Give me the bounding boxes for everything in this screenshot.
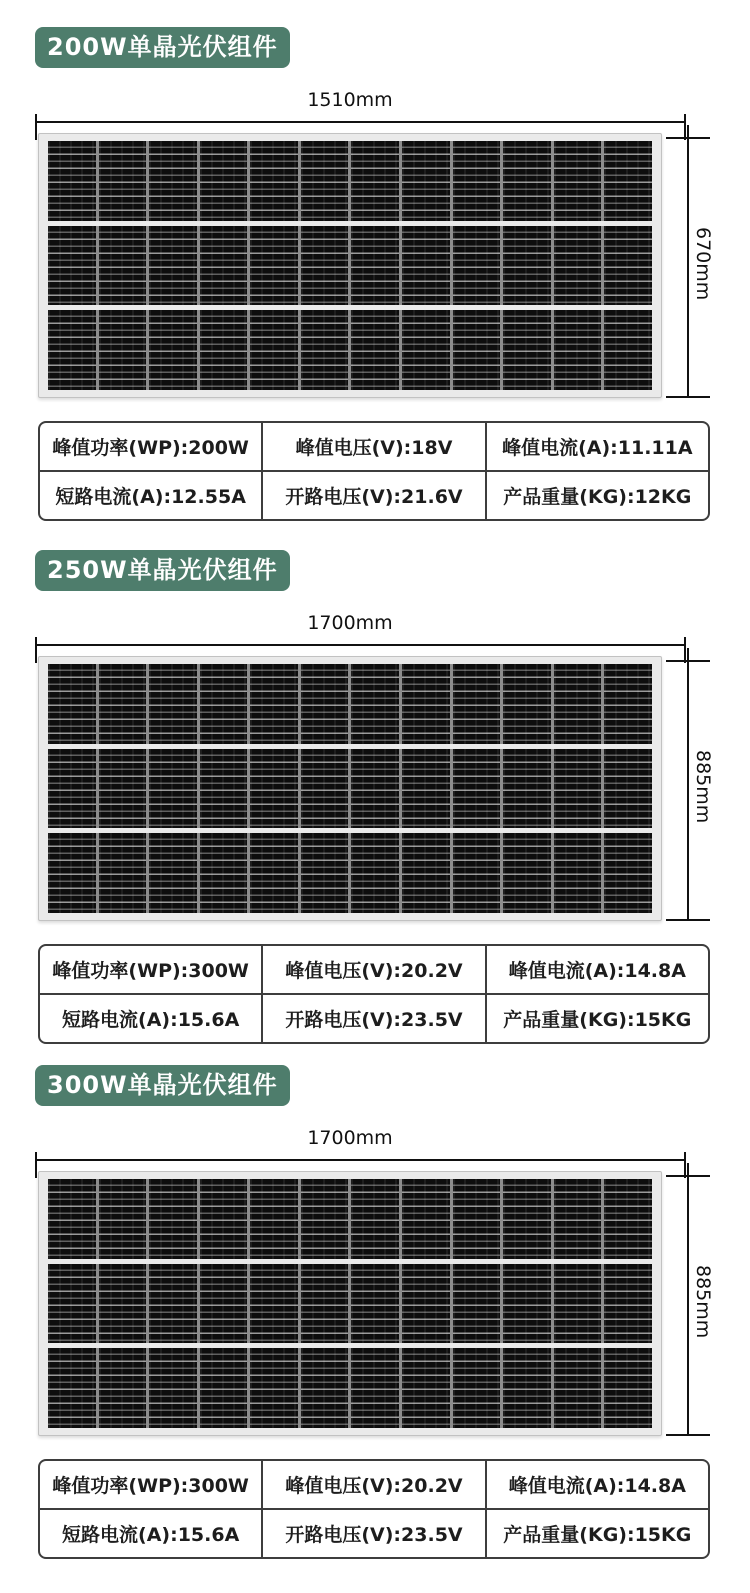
solar-cell	[250, 226, 298, 306]
solar-cell	[604, 1179, 652, 1259]
solar-cell	[99, 226, 147, 306]
solar-cell	[250, 833, 298, 913]
solar-cell	[402, 310, 450, 390]
solar-cell	[250, 1179, 298, 1259]
width-dimension-label: 1510mm	[307, 89, 393, 111]
solar-cell	[503, 1348, 551, 1428]
solar-cell	[351, 1348, 399, 1428]
solar-cell	[351, 1264, 399, 1344]
product-section-250w	[0, 550, 750, 1055]
solar-cell	[250, 749, 298, 829]
solar-cell	[301, 1264, 349, 1344]
height-dimension-label: 885mm	[692, 750, 714, 824]
solar-cell	[301, 833, 349, 913]
spec-cell-peak-current: 峰值电流(A):14.8A	[487, 946, 708, 993]
solar-cell	[604, 833, 652, 913]
solar-cell	[604, 1264, 652, 1344]
solar-cell	[351, 141, 399, 221]
solar-cell-row	[48, 310, 652, 390]
spec-cell-open-circuit-voltage: 开路电压(V):23.5V	[263, 995, 484, 1042]
solar-cell-row	[48, 226, 652, 306]
solar-cell	[453, 1179, 501, 1259]
solar-cell	[250, 664, 298, 744]
solar-cell	[554, 1264, 602, 1344]
spec-cell-weight: 产品重量(KG):15KG	[487, 995, 708, 1042]
solar-cell	[604, 226, 652, 306]
solar-cell	[554, 226, 602, 306]
height-dimension-line	[687, 648, 689, 921]
solar-cell	[453, 1348, 501, 1428]
solar-cell	[99, 833, 147, 913]
solar-cell	[200, 664, 248, 744]
solar-cell	[301, 310, 349, 390]
solar-cell	[351, 833, 399, 913]
height-dimension-label: 885mm	[692, 1265, 714, 1339]
solar-cell	[402, 1264, 450, 1344]
solar-cell	[301, 226, 349, 306]
width-dimension-label: 1700mm	[307, 612, 393, 634]
width-dimension-line	[35, 644, 686, 646]
solar-cell	[48, 1179, 96, 1259]
height-dimension-label: 670mm	[692, 227, 714, 301]
solar-cell	[301, 749, 349, 829]
solar-cell	[149, 1348, 197, 1428]
solar-cell	[554, 310, 602, 390]
solar-cell	[48, 833, 96, 913]
solar-cell	[149, 226, 197, 306]
solar-cell	[301, 1348, 349, 1428]
solar-cell	[554, 664, 602, 744]
spec-cell-peak-voltage: 峰值电压(V):20.2V	[263, 946, 484, 993]
solar-cell	[250, 141, 298, 221]
solar-cell	[48, 226, 96, 306]
solar-cell	[351, 226, 399, 306]
solar-cell	[503, 1264, 551, 1344]
solar-cell	[453, 1264, 501, 1344]
solar-cell	[48, 141, 96, 221]
solar-cell	[200, 1264, 248, 1344]
solar-cell	[250, 1264, 298, 1344]
solar-cell	[604, 310, 652, 390]
solar-cell-row	[48, 749, 652, 829]
spec-cell-peak-power: 峰值功率(WP):200W	[40, 423, 261, 470]
solar-cell	[200, 749, 248, 829]
solar-cell	[453, 141, 501, 221]
solar-cell	[99, 310, 147, 390]
solar-cell	[453, 310, 501, 390]
solar-cell	[99, 749, 147, 829]
solar-cell	[402, 226, 450, 306]
solar-cell	[149, 664, 197, 744]
solar-cell	[453, 226, 501, 306]
solar-cell	[503, 749, 551, 829]
solar-cell	[149, 1264, 197, 1344]
spec-cell-peak-current: 峰值电流(A):14.8A	[487, 1461, 708, 1508]
spec-cell-open-circuit-voltage: 开路电压(V):23.5V	[263, 1510, 484, 1557]
solar-cell	[402, 664, 450, 744]
height-dimension-line	[687, 1163, 689, 1436]
solar-cell	[453, 833, 501, 913]
solar-cell	[503, 664, 551, 744]
solar-cell	[149, 141, 197, 221]
solar-cell	[402, 749, 450, 829]
solar-cell	[200, 226, 248, 306]
solar-cell-row	[48, 1348, 652, 1428]
product-section-300w	[0, 1065, 750, 1570]
solar-cell	[200, 1348, 248, 1428]
solar-cell-row	[48, 664, 652, 744]
solar-cell-row	[48, 141, 652, 221]
solar-cell	[99, 1264, 147, 1344]
spec-cell-peak-voltage: 峰值电压(V):20.2V	[263, 1461, 484, 1508]
solar-cell	[554, 1179, 602, 1259]
solar-cell-row	[48, 1179, 652, 1259]
spec-cell-peak-power: 峰值功率(WP):300W	[40, 1461, 261, 1508]
solar-cell	[604, 664, 652, 744]
solar-cell-row	[48, 833, 652, 913]
solar-cell	[200, 833, 248, 913]
solar-cell	[301, 664, 349, 744]
solar-cell	[503, 141, 551, 221]
solar-cell	[554, 1348, 602, 1428]
solar-cell	[402, 141, 450, 221]
spec-cell-peak-power: 峰值功率(WP):300W	[40, 946, 261, 993]
spec-table	[38, 421, 710, 521]
solar-cell	[402, 833, 450, 913]
solar-cell	[351, 1179, 399, 1259]
solar-cell	[604, 749, 652, 829]
solar-cell	[48, 749, 96, 829]
solar-cell	[503, 226, 551, 306]
solar-cell	[604, 1348, 652, 1428]
solar-cell	[604, 141, 652, 221]
solar-cell	[554, 833, 602, 913]
solar-cell	[200, 1179, 248, 1259]
spec-cell-short-circuit-current: 短路电流(A):15.6A	[40, 1510, 261, 1557]
solar-cell	[402, 1348, 450, 1428]
panel-grid	[48, 664, 652, 913]
solar-cell	[503, 833, 551, 913]
solar-cell	[250, 1348, 298, 1428]
solar-cell	[301, 1179, 349, 1259]
solar-panel-figure	[38, 133, 662, 398]
solar-cell	[250, 310, 298, 390]
solar-cell	[351, 664, 399, 744]
spec-cell-peak-current: 峰值电流(A):11.11A	[487, 423, 708, 470]
solar-cell	[99, 1179, 147, 1259]
solar-panel-figure	[38, 656, 662, 921]
solar-cell	[453, 664, 501, 744]
spec-table	[38, 1459, 710, 1559]
solar-cell-row	[48, 1264, 652, 1344]
solar-cell	[48, 310, 96, 390]
solar-cell	[554, 141, 602, 221]
solar-cell	[200, 141, 248, 221]
solar-cell	[351, 749, 399, 829]
solar-cell	[149, 833, 197, 913]
spec-table	[38, 944, 710, 1044]
spec-cell-short-circuit-current: 短路电流(A):15.6A	[40, 995, 261, 1042]
solar-cell	[503, 310, 551, 390]
solar-cell	[453, 749, 501, 829]
solar-cell	[48, 1348, 96, 1428]
section-title-badge: 200W单晶光伏组件	[35, 27, 290, 68]
solar-cell	[149, 749, 197, 829]
solar-cell	[351, 310, 399, 390]
solar-cell	[200, 310, 248, 390]
height-dimension-line	[687, 125, 689, 398]
solar-cell	[149, 1179, 197, 1259]
solar-cell	[99, 1348, 147, 1428]
solar-cell	[48, 1264, 96, 1344]
solar-cell	[301, 141, 349, 221]
solar-cell	[99, 141, 147, 221]
solar-cell	[503, 1179, 551, 1259]
spec-cell-peak-voltage: 峰值电压(V):18V	[263, 423, 484, 470]
product-section-200w	[0, 27, 750, 532]
width-dimension-line	[35, 121, 686, 123]
width-dimension-label: 1700mm	[307, 1127, 393, 1149]
width-dimension-line	[35, 1159, 686, 1161]
solar-cell	[99, 664, 147, 744]
solar-cell	[48, 664, 96, 744]
panel-grid	[48, 141, 652, 390]
section-title-badge: 250W单晶光伏组件	[35, 550, 290, 591]
solar-cell	[554, 749, 602, 829]
spec-cell-open-circuit-voltage: 开路电压(V):21.6V	[263, 472, 484, 519]
spec-cell-short-circuit-current: 短路电流(A):12.55A	[40, 472, 261, 519]
solar-cell	[149, 310, 197, 390]
solar-panel-figure	[38, 1171, 662, 1436]
spec-cell-weight: 产品重量(KG):15KG	[487, 1510, 708, 1557]
section-title-badge: 300W单晶光伏组件	[35, 1065, 290, 1106]
panel-grid	[48, 1179, 652, 1428]
solar-cell	[402, 1179, 450, 1259]
spec-cell-weight: 产品重量(KG):12KG	[487, 472, 708, 519]
